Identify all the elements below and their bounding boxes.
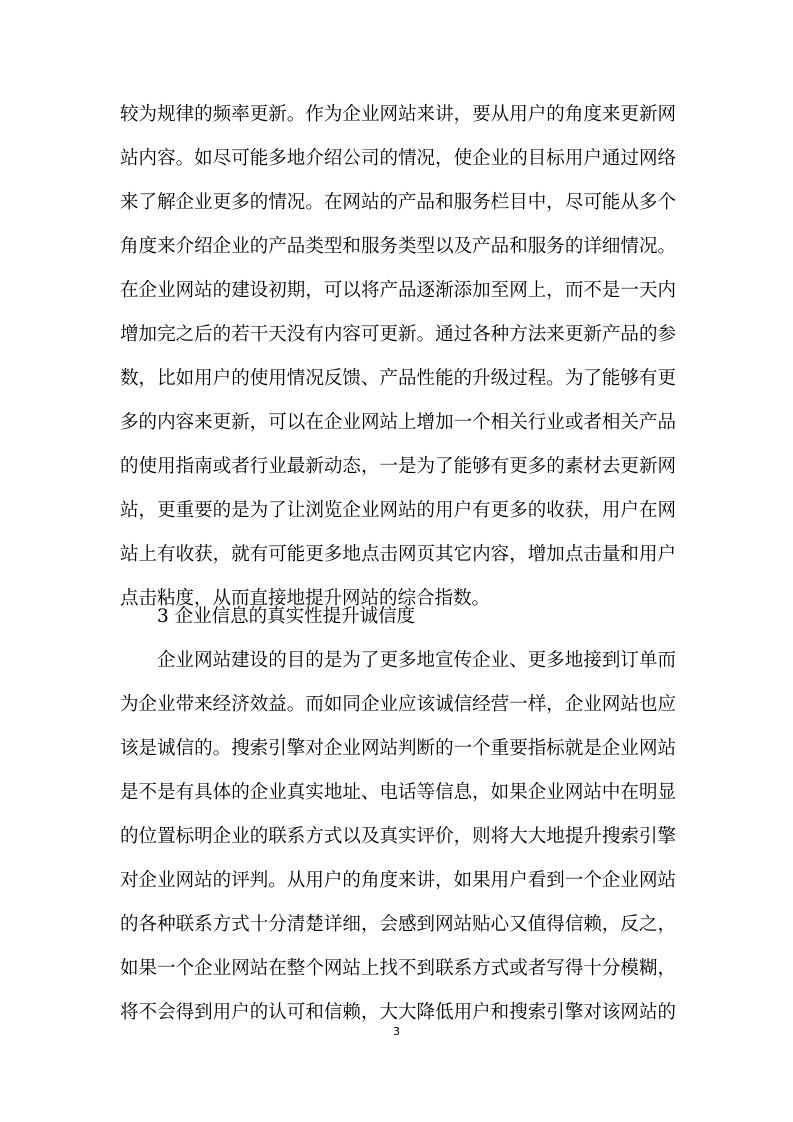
body-text-line: 多的内容来更新，可以在企业网站上增加一个相关行业或者相关产品 bbox=[120, 412, 676, 433]
body-text-line: 企业网站建设的目的是为了更多地宣传企业、更多地接到订单而 bbox=[157, 650, 676, 671]
body-text-line: 在企业网站的建设初期，可以将产品逐渐添加至网上，而不是一天内 bbox=[120, 280, 676, 301]
body-text-line: 增加完之后的若干天没有内容可更新。通过各种方法来更新产品的参 bbox=[120, 324, 676, 345]
page-number: 3 bbox=[393, 1025, 400, 1038]
body-text-line: 对企业网站的评判。从用户的角度来讲，如果用户看到一个企业网站 bbox=[120, 870, 676, 891]
body-text-line: 点击粘度，从而直接地提升网站的综合指数。 bbox=[120, 588, 491, 609]
body-text-line: 较为规律的频率更新。作为企业网站来讲，要从用户的角度来更新网 bbox=[120, 104, 676, 125]
body-text-line: 是不是有具体的企业真实地址、电话等信息，如果企业网站中在明显 bbox=[120, 782, 676, 803]
section-heading: 3 企业信息的真实性提升诚信度 bbox=[157, 606, 416, 627]
body-text-line: 为企业带来经济效益。而如同企业应该诚信经营一样，企业网站也应 bbox=[120, 694, 676, 715]
body-text-line: 的使用指南或者行业最新动态，一是为了能够有更多的素材去更新网 bbox=[120, 456, 676, 477]
body-text-line: 角度来介绍企业的产品类型和服务类型以及产品和服务的详细情况。 bbox=[120, 236, 676, 257]
body-text-line: 如果一个企业网站在整个网站上找不到联系方式或者写得十分模糊， bbox=[120, 958, 676, 979]
body-text-line: 该是诚信的。搜索引擎对企业网站判断的一个重要指标就是企业网站 bbox=[120, 738, 676, 759]
body-text-line: 站上有收获，就有可能更多地点击网页其它内容，增加点击量和用户 bbox=[120, 544, 676, 565]
body-text-line: 站，更重要的是为了让浏览企业网站的用户有更多的收获，用户在网 bbox=[120, 500, 676, 521]
body-text-line: 数，比如用户的使用情况反馈、产品性能的升级过程。为了能够有更 bbox=[120, 368, 676, 389]
body-text-line: 将不会得到用户的认可和信赖，大大降低用户和搜索引擎对该网站的 bbox=[120, 1002, 676, 1023]
body-text-line: 来了解企业更多的情况。在网站的产品和服务栏目中，尽可能从多个 bbox=[120, 192, 676, 213]
body-text-line: 站内容。如尽可能多地介绍公司的情况，使企业的目标用户通过网络 bbox=[120, 148, 676, 169]
body-text-line: 的位置标明企业的联系方式以及真实评价，则将大大地提升搜索引擎 bbox=[120, 826, 676, 847]
body-text-line: 的各种联系方式十分清楚详细，会感到网站贴心又值得信赖，反之， bbox=[120, 914, 676, 935]
